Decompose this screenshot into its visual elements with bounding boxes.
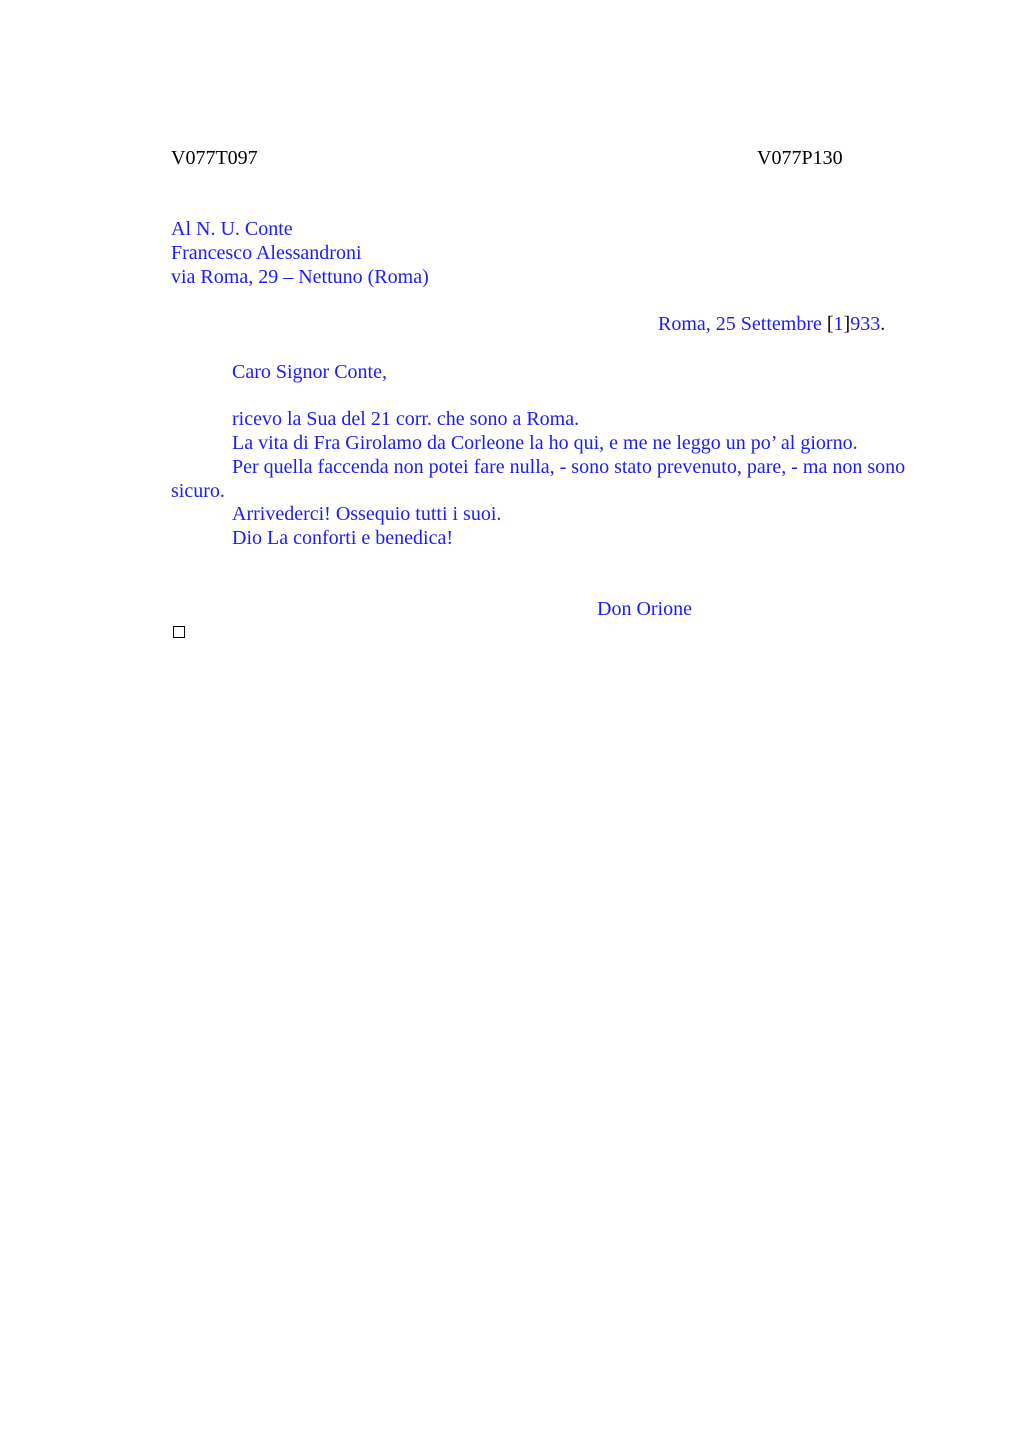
recipient-line-2: Francesco Alessandroni xyxy=(171,242,362,264)
dateline-period: . xyxy=(880,313,886,335)
header-left-code: V077T097 xyxy=(171,147,258,169)
recipient-line-3: via Roma, 29 – Nettuno (Roma) xyxy=(171,266,429,288)
dateline-bracket-close: ] xyxy=(843,313,851,335)
paragraph-3-line-2: sicuro. xyxy=(171,480,225,502)
end-of-document-marker xyxy=(173,626,185,638)
paragraph-4: Arrivederci! Ossequio tutti i suoi. xyxy=(232,503,502,525)
dateline-bracket-open: [ xyxy=(826,313,834,335)
paragraph-2: La vita di Fra Girolamo da Corleone la ho qui, e me ne leggo un po’ al giorno. xyxy=(232,432,858,454)
dateline-place-date: Roma, 25 Settembre xyxy=(658,313,827,335)
paragraph-1: ricevo la Sua del 21 corr. che sono a Roma. xyxy=(232,408,580,430)
paragraph-5: Dio La conforti e benedica! xyxy=(232,527,454,549)
salutation: Caro Signor Conte, xyxy=(232,361,387,383)
header-right-code: V077P130 xyxy=(757,147,843,169)
recipient-address xyxy=(171,217,429,289)
recipient-line-1: Al N. U. Conte xyxy=(171,218,293,240)
dateline xyxy=(658,312,885,336)
dateline-year: 933 xyxy=(850,313,881,335)
paragraph-3-line-1: Per quella faccenda non potei fare nulla, - sono stato prevenuto, pare, - ma non sono xyxy=(232,456,906,478)
signature: Don Orione xyxy=(597,598,692,620)
dateline-bracket-digit: 1 xyxy=(833,313,844,335)
